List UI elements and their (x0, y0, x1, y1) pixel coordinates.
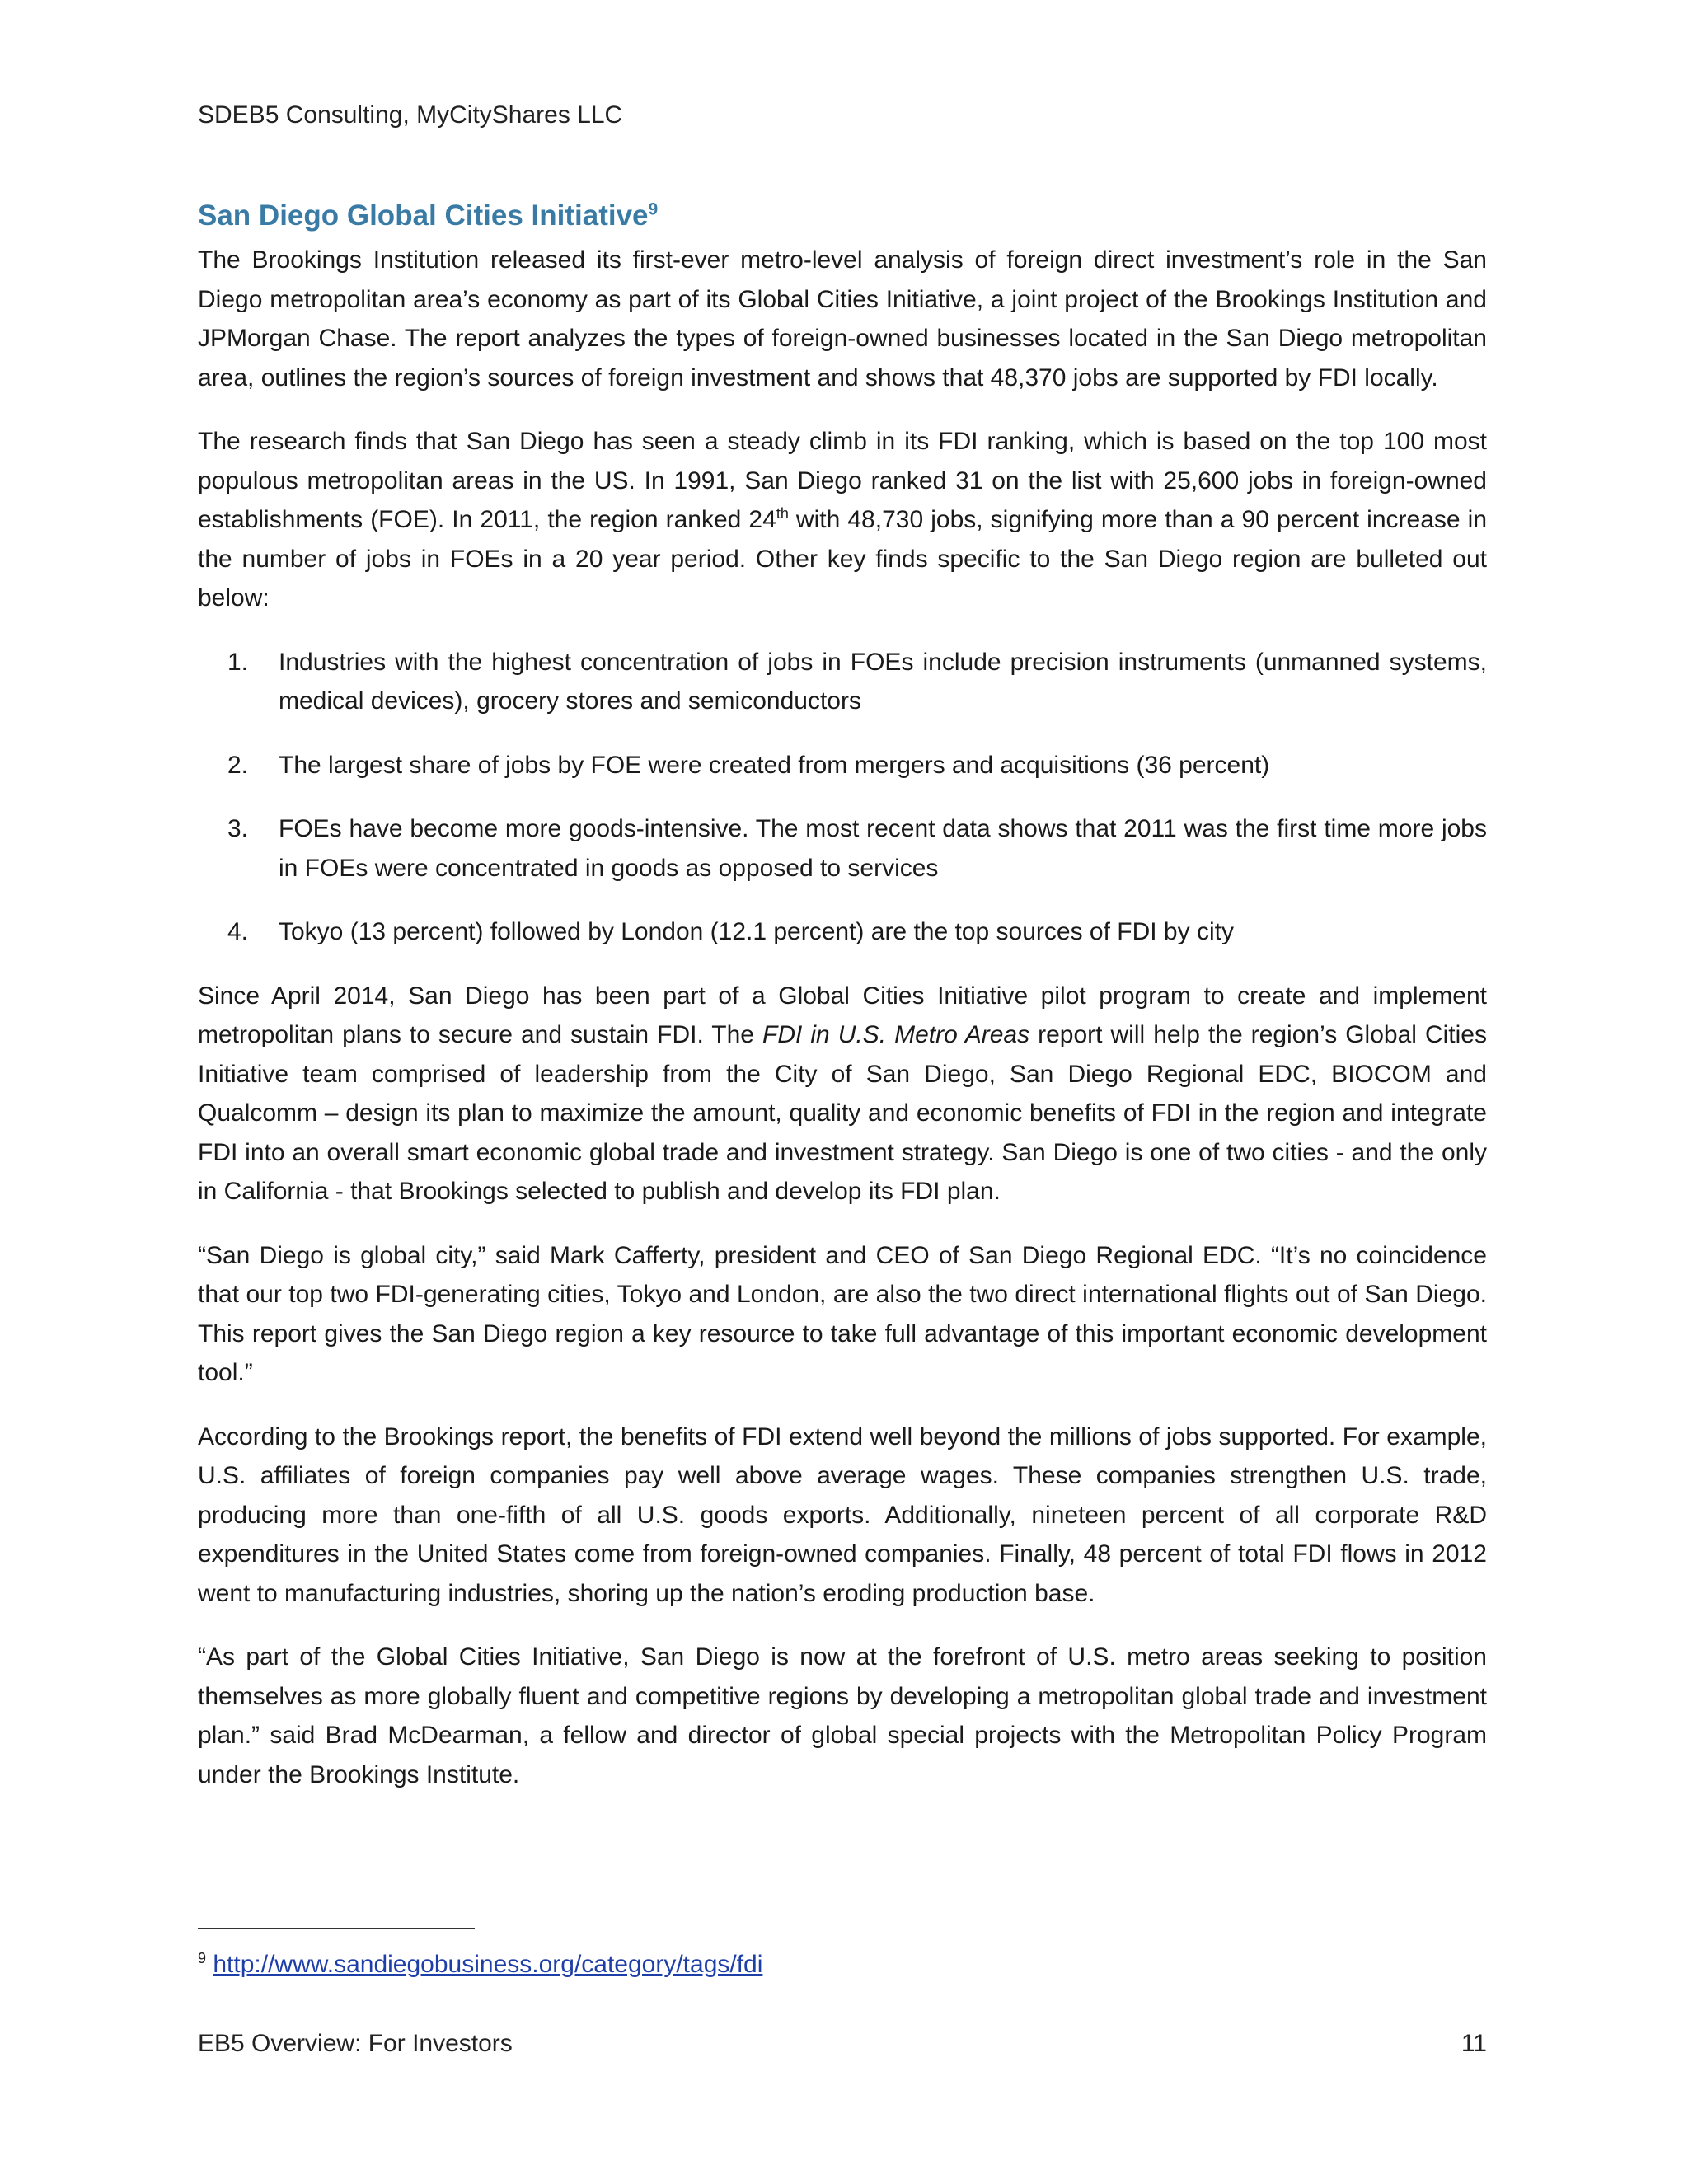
paragraph-3 (198, 977, 1487, 1212)
footer-title: EB5 Overview: For Investors (198, 2030, 513, 2057)
paragraph-1: The Brookings Institution released its first-ever metro-level analysis of foreign direct investment’s role in the San Diego metropolitan area’s economy as part of its Global Cities Initiative, a joint project of the Brookings Institution and JPMorgan Chase. The report analyzes the types of foreign-owned businesses located in the San Diego metropolitan area, outlines the region’s sources of foreign investment and shows that 48,370 jobs are supported by FDI locally. (198, 246, 1487, 391)
section-heading (198, 196, 1487, 236)
list-item (198, 912, 1487, 952)
footnote-divider (198, 1928, 475, 1929)
list-item-text: The largest share of jobs by FOE were created from mergers and acquisitions (36 percent) (279, 751, 1270, 779)
report-title-italic: FDI in U.S. Metro Areas (762, 1021, 1030, 1048)
footnote-link[interactable]: http://www.sandiegobusiness.org/category/tags/fdi (213, 1951, 763, 1978)
footnote-number: 9 (198, 1950, 207, 1966)
paragraph-6-quote: “As part of the Global Cities Initiative, San Diego is now at the forefront of U.S. metro areas seeking to position themselves as more globally fluent and competitive regions by developing a metropolitan global trade and investment plan.” said Brad McDearman, a fellow and director of global special projects with the Metropolitan Policy Program under the Brookings Institute. (198, 1643, 1487, 1788)
main-content (198, 196, 1487, 1819)
page-number: 11 (1461, 2030, 1487, 2057)
paragraph-3-text-b: report will help the region’s Global Cities Initiative team comprised of leadership from the City of San Diego, San Diego Regional EDC, BIOCOM and Qualcomm – design its plan to maximize the amount, quality and economic benefits of FDI in the region and integrate FDI into an overall smart economic global trade and investment strategy. San Diego is one of two cities - and the only in California - that Brookings selected to publish and develop its FDI plan. (198, 1021, 1487, 1205)
running-footer (198, 2027, 1487, 2060)
list-item-text: FOEs have become more goods-intensive. The most recent data shows that 2011 was the first time more jobs in FOEs were concentrated in goods as opposed to services (279, 815, 1487, 882)
paragraph-5: According to the Brookings report, the benefits of FDI extend well beyond the millions of jobs supported. For example, U.S. affiliates of foreign companies pay well above average wages. These companies strengthen U.S. trade, producing more than one-fifth of all U.S. goods exports. Additionally, nineteen percent of all corporate R&D expenditures in the United States come from foreign-owned companies. Finally, 48 percent of total FDI flows in 2012 went to manufacturing industries, shoring up the nation’s eroding production base. (198, 1422, 1487, 1607)
ordinal-suffix: th (776, 505, 789, 522)
footnote-reference[interactable]: 9 (648, 199, 659, 219)
footnote (198, 1948, 762, 1981)
list-item (198, 643, 1487, 721)
paragraph-2 (198, 422, 1487, 618)
list-item-number: 3. (227, 815, 249, 842)
findings-list (198, 643, 1487, 952)
paragraph-3-text-a: Since April 2014, San Diego has been part of a Global Cities Initiative pilot program to create and implement metropolitan plans to secure and sustain FDI. The (198, 982, 1487, 1048)
paragraph-2-text-a: The research finds that San Diego has seen a steady climb in its FDI ranking, which is based on the top 100 most populous metropolitan areas in the US. In 1991, San Diego ranked 31 on the list with 25,600 jobs in foreign-owned establishments (FOE). In 2011, the region ranked 24 (198, 428, 1487, 533)
list-item-number: 2. (227, 751, 249, 779)
paragraph-2-text-b: with 48,730 jobs, signifying more than a 90 percent increase in the number of jobs in FOEs in a 20 year period. Other key finds specific to the San Diego region are bulleted out below: (198, 506, 1488, 612)
running-header: SDEB5 Consulting, MyCityShares LLC (198, 101, 623, 129)
list-item-number: 4. (227, 918, 249, 945)
list-item-text: Tokyo (13 percent) followed by London (12.1 percent) are the top sources of FDI by city (279, 918, 1234, 945)
list-item (198, 809, 1487, 888)
list-item-number: 1. (227, 648, 249, 676)
paragraph-4-quote: “San Diego is global city,” said Mark Cafferty, president and CEO of San Diego Regional EDC. “It’s no coincidence that our top two FDI-generating cities, Tokyo and London, are also the two direct international flights out of San Diego. This report gives the San Diego region a key resource to take full advantage of this important economic development tool.” (198, 1241, 1487, 1386)
section-title: San Diego Global Cities Initiative (198, 199, 649, 232)
list-item-text: Industries with the highest concentration of jobs in FOEs include precision instruments (unmanned systems, medical devices), grocery stores and semiconductors (279, 648, 1487, 715)
list-item (198, 746, 1487, 785)
